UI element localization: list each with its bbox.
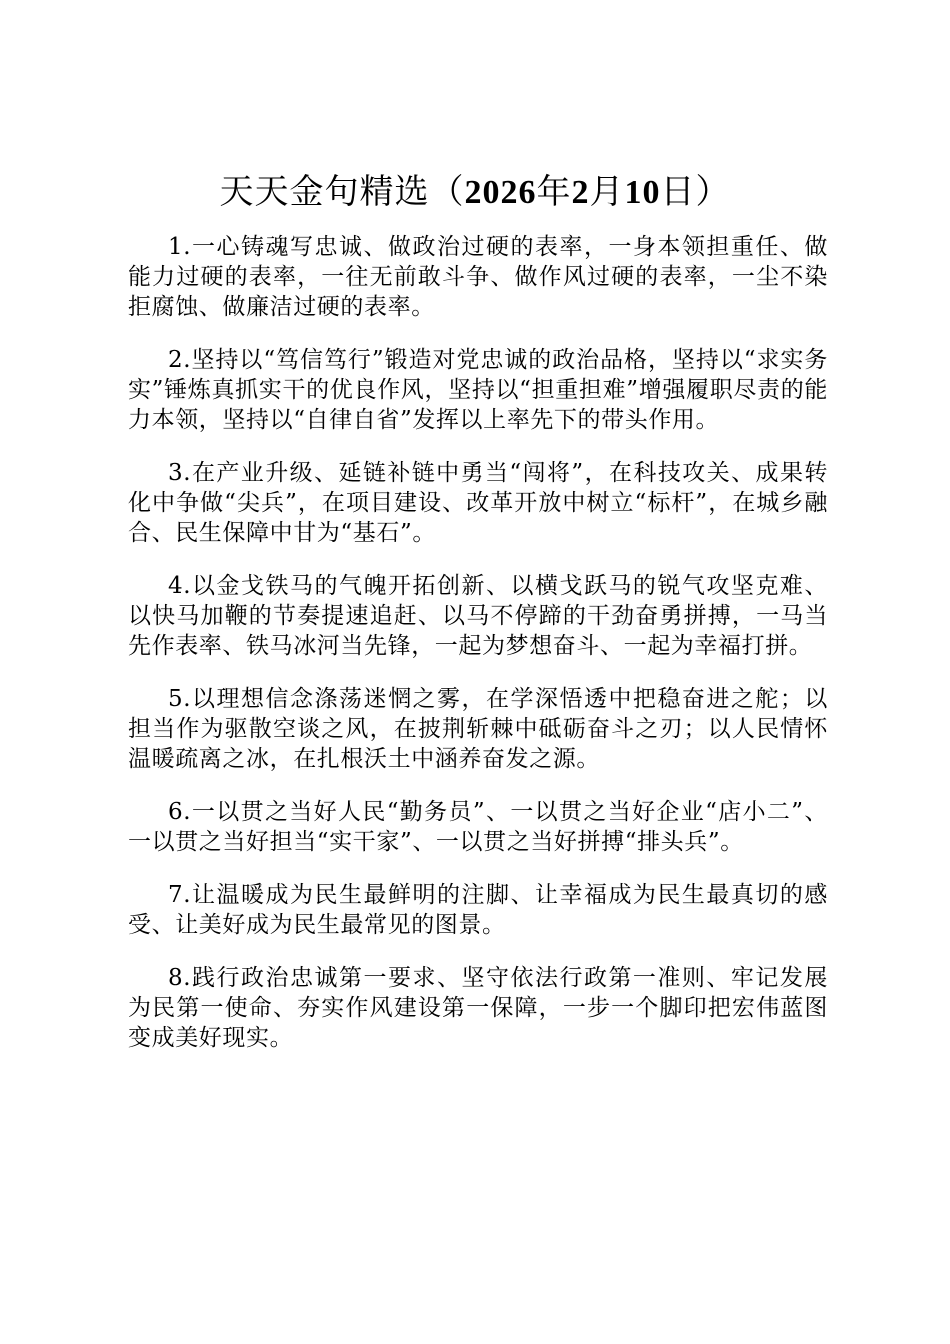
- quote-item-5: 5.以理想信念涤荡迷惘之雾，在学深悟透中把稳奋进之舵；以担当作为驱散空谈之风，在披荆斩棘中砥砺奋斗之刃；以人民情怀温暖疏离之冰，在扎根沃土中涵养奋发之源。: [128, 686, 828, 772]
- quote-item-8: 8.践行政治忠诚第一要求、坚守依法行政第一准则、牢记发展为民第一使命、夯实作风建设第一保障，一步一个脚印把宏伟蓝图变成美好现实。: [128, 965, 828, 1051]
- title-month-suffix: 月: [589, 172, 625, 212]
- title-year: 2026: [464, 174, 537, 211]
- quote-item-1: 1.一心铸魂写忠诚、做政治过硬的表率，一身本领担重任、做能力过硬的表率，一往无前敢斗争、做作风过硬的表率，一尘不染拒腐蚀、做廉洁过硬的表率。: [128, 234, 828, 320]
- quote-item-4: 4.以金戈铁马的气魄开拓创新、以横戈跃马的锐气攻坚克难、以快马加鞭的节奏提速追赶、以马不停蹄的干劲奋勇拼搏，一马当先作表率、铁马冰河当先锋，一起为梦想奋斗、一起为幸福打拼。: [128, 573, 828, 659]
- title-day: 10: [624, 174, 661, 211]
- quote-item-7: 7.让温暖成为民生最鲜明的注脚、让幸福成为民生最真切的感受、让美好成为民生最常见的图景。: [128, 882, 828, 938]
- quote-item-2: 2.坚持以“笃信笃行”锻造对党忠诚的政治品格，坚持以“求实务实”锤炼真抓实干的优良作风，坚持以“担重担难”增强履职尽责的能力本领，坚持以“自律自省”发挥以上率先下的带头作用。: [128, 347, 828, 433]
- title-prefix: 天天金句精选（: [219, 172, 465, 212]
- title-day-suffix: 日）: [660, 172, 731, 212]
- quote-item-6: 6.一以贯之当好人民“勤务员”、一以贯之当好企业“店小二”、一以贯之当好担当“实干家”、一以贯之当好拼搏“排头兵”。: [128, 799, 828, 855]
- title-year-suffix: 年: [536, 172, 572, 212]
- title-month: 2: [571, 174, 590, 211]
- quote-list: [128, 232, 828, 1076]
- document-title: [0, 168, 950, 217]
- quote-item-3: 3.在产业升级、延链补链中勇当“闯将”，在科技攻关、成果转化中争做“尖兵”，在项目建设、改革开放中树立“标杆”，在城乡融合、民生保障中甘为“基石”。: [128, 460, 828, 546]
